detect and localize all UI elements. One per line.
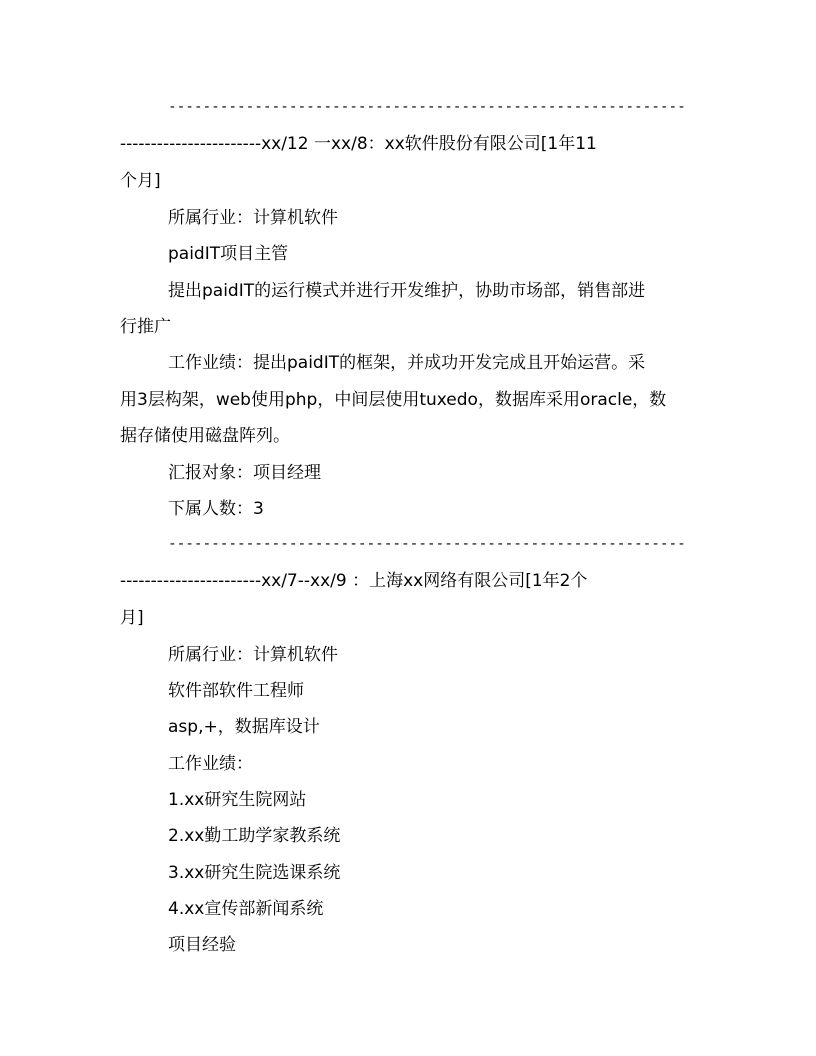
subordinates-text: 下属人数：3 <box>168 499 264 519</box>
achievement-line: 据存储使用磁盘阵列。 <box>120 426 290 446</box>
achievement-line: 用3层构架，web使用php，中间层使用tuxedo，数据库采用oracle，数 <box>120 390 667 410</box>
separator-line: ------------------------------------------------------------ <box>168 99 686 115</box>
industry-text: 所属行业：计算机软件 <box>168 208 338 228</box>
list-item: 4.xx宣传部新闻系统 <box>168 899 324 919</box>
job-duty-line: 行推广 <box>120 317 171 337</box>
section-heading: 项目经验 <box>168 935 236 955</box>
report-to-text: 汇报对象：项目经理 <box>168 463 321 483</box>
employment-period-cont: 月] <box>120 608 144 628</box>
employment-period: -----------------------xx/12 一xx/8：xx软件股份有限公司[1年11 <box>120 134 597 154</box>
industry-text: 所属行业：计算机软件 <box>168 645 338 665</box>
job-title: 软件部软件工程师 <box>168 681 304 701</box>
separator-line: ------------------------------------------------------------ <box>168 536 686 552</box>
list-item: 3.xx研究生院选课系统 <box>168 863 341 883</box>
list-item: 1.xx研究生院网站 <box>168 790 307 810</box>
list-item: 2.xx勤工助学家教系统 <box>168 826 341 846</box>
employment-period: -----------------------xx/7--xx/9 ：上海xx网络有限公司[1年2个 <box>120 571 588 591</box>
achievement-label: 工作业绩： <box>168 754 253 774</box>
achievement-line: 工作业绩：提出paidIT的框架，并成功开发完成且开始运营。采 <box>168 353 646 373</box>
employment-period-cont: 个月] <box>120 171 161 191</box>
skills-text: asp,+，数据库设计 <box>168 717 320 737</box>
job-duty-line: 提出paidIT的运行模式并进行开发维护，协助市场部，销售部进 <box>168 281 646 301</box>
job-title: paidIT项目主管 <box>168 244 289 264</box>
